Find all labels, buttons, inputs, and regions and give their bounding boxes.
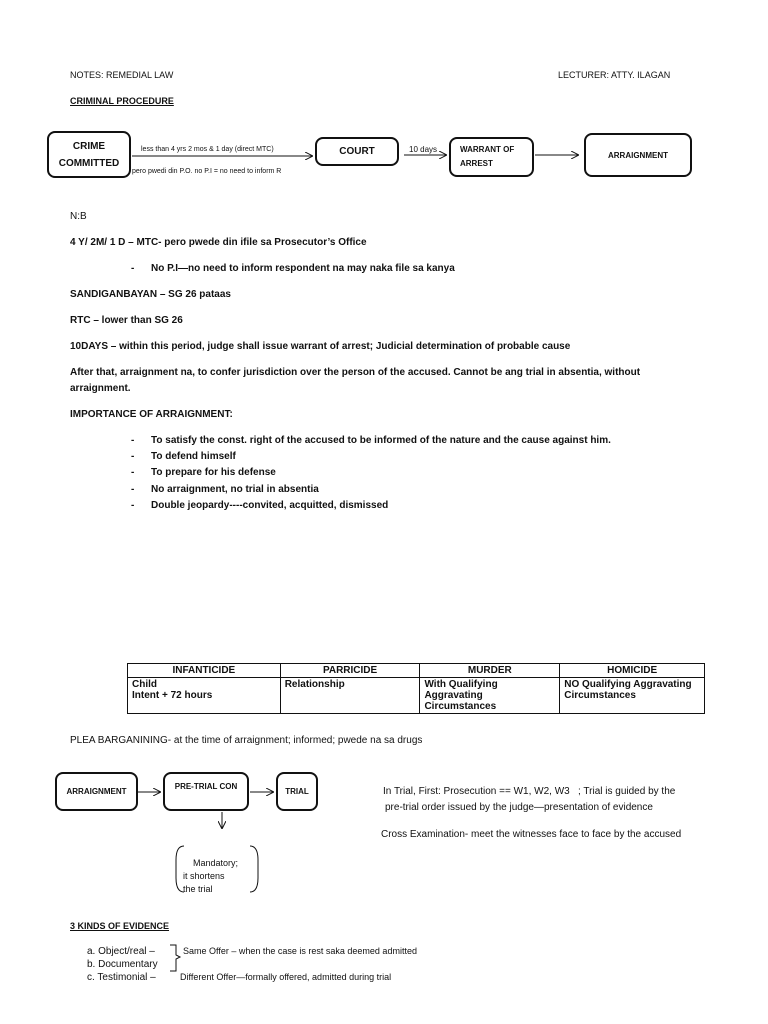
plea-bargaining: PLEA BARGANINING- at the time of arraignment; informed; pwede na sa drugs: [70, 735, 423, 746]
list-item: - To satisfy the const. right of the accused to be informed of the nature and the cause against him.: [131, 433, 611, 449]
cell-infanticide: [128, 678, 281, 714]
cell-line: Intent + 72 hours: [132, 690, 213, 701]
section-title: CRIMINAL PROCEDURE: [70, 96, 174, 106]
header-homicide: HOMICIDE: [560, 664, 705, 678]
list-item: c. Testimonial –: [87, 972, 156, 983]
cell-parricide: [280, 678, 420, 714]
header-murder: MURDER: [420, 664, 560, 678]
note-10days: 10DAYS – within this period, judge shall issue warrant of arrest; Judicial determination of probable cause: [70, 341, 571, 352]
trial-box: TRIAL: [276, 772, 318, 811]
pretrial-note-line: Mandatory;: [193, 858, 239, 868]
arrow1-bottom-label: pero pwedi din P.O. no P.I = no need to inform R: [132, 168, 282, 175]
trial-text-line2: pre-trial order issued by the judge—presentation of evidence: [385, 802, 653, 813]
warrant-of-arrest-box: [449, 137, 534, 177]
note-mtc: 4 Y/ 2M/ 1 D – MTC- pero pwede din ifile sa Prosecutor’s Office: [70, 237, 367, 248]
arraignment-box: ARRAIGNMENT: [584, 133, 692, 177]
cell-line: Child: [132, 679, 157, 690]
court-box: COURT: [315, 137, 399, 166]
notes-header: NOTES: REMEDIAL LAW: [70, 70, 174, 80]
table-header-row: [128, 664, 705, 678]
same-offer: Same Offer – when the case is rest saka deemed admitted: [183, 946, 417, 956]
note-mtc-sub-text: No P.I—no need to inform respondent na may naka file sa kanya: [151, 263, 455, 274]
cell-homicide: [560, 678, 705, 714]
evidence-brace-icon: [168, 943, 182, 973]
cross-examination: Cross Examination- meet the witnesses face to face by the accused: [381, 829, 682, 840]
list-item: - Double jeopardy----convited, acquitted, dismissed: [131, 498, 611, 514]
cell-line: Aggravating Circumstances: [424, 690, 497, 712]
note-rtc: RTC – lower than SG 26: [70, 315, 183, 326]
arrow1-top-label: less than 4 yrs 2 mos & 1 day (direct MTC): [141, 146, 274, 153]
cell-line: Circumstances: [564, 690, 636, 701]
different-offer: Different Offer—formally offered, admitted during trial: [180, 972, 392, 982]
lecturer-header: LECTURER: ATTY. ILAGAN: [558, 70, 671, 80]
cell-line: Relationship: [284, 679, 345, 690]
importance-title: IMPORTANCE OF ARRAIGNMENT:: [70, 409, 233, 420]
list-item: a. Object/real –: [87, 946, 155, 957]
crime-line1: CRIME: [72, 140, 106, 152]
warrant-line2: ARREST: [460, 159, 493, 168]
arrow2-label: 10 days: [409, 145, 438, 154]
warrant-line1: WARRANT OF: [460, 145, 515, 154]
nb-label: N:B: [70, 211, 87, 222]
homicide-comparison-table: [127, 663, 705, 714]
table-row: [128, 678, 705, 714]
list-item: b. Documentary: [87, 959, 158, 970]
note-after-that-cont: arraignment.: [70, 383, 131, 394]
importance-list: [131, 433, 611, 514]
pretrial-note-line: it shortens: [183, 871, 225, 881]
list-item: - To defend himself: [131, 449, 611, 465]
trial-text-line1: In Trial, First: Prosecution == W1, W2, W3 ; Trial is guided by the: [383, 786, 676, 797]
cell-murder: [420, 678, 560, 714]
crime-line2: COMMITTED: [58, 157, 120, 169]
list-item: - No arraignment, no trial in absentia: [131, 482, 611, 498]
header-parricide: PARRICIDE: [280, 664, 420, 678]
evidence-title: 3 KINDS OF EVIDENCE: [70, 921, 170, 931]
note-sandiganbayan: SANDIGANBAYAN – SG 26 pataas: [70, 289, 231, 300]
note-after-that: After that, arraignment na, to confer jurisdiction over the person of the accused. Cannot be ang trial in absentia, without: [70, 367, 641, 378]
pretrial-note: [183, 857, 238, 896]
flow2-arrows: [0, 760, 330, 900]
pretrial-note-line: the trial: [183, 884, 213, 894]
note-mtc-sub: - No P.I—no need to inform respondent na may naka file sa kanya: [131, 263, 455, 274]
arraignment-box-2: ARRAIGNMENT: [55, 772, 138, 811]
cell-line: NO Qualifying Aggravating: [564, 679, 692, 690]
evidence-list: [87, 945, 158, 984]
cell-line: With Qualifying: [424, 679, 498, 690]
pretrial-box: PRE-TRIAL CON: [163, 772, 249, 811]
header-infanticide: INFANTICIDE: [128, 664, 281, 678]
list-item: - To prepare for his defense: [131, 465, 611, 481]
